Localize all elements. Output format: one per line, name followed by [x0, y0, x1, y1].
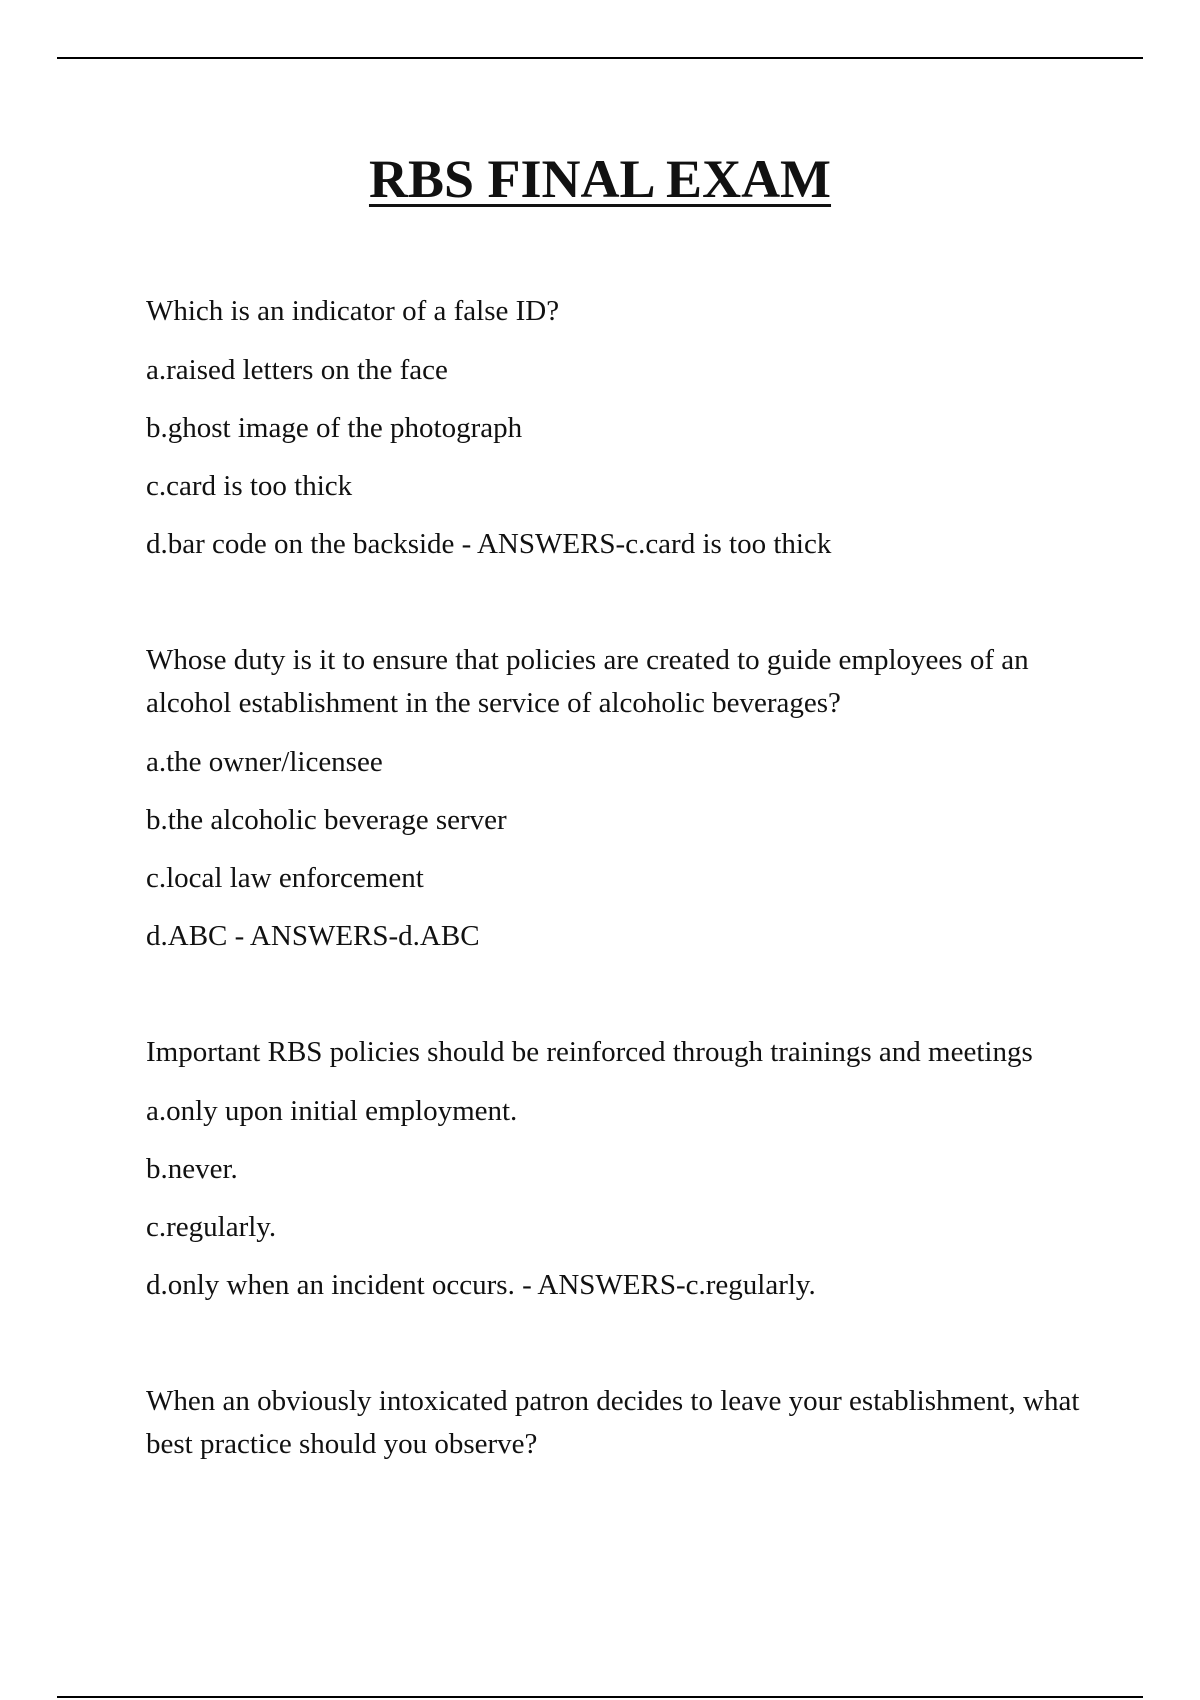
option-c: c.regularly.: [146, 1211, 277, 1243]
question-block-4: [146, 1380, 1086, 1466]
option-b: b.never.: [146, 1153, 238, 1185]
option-c: c.card is too thick: [146, 470, 353, 502]
option-a: a.the owner/licensee: [146, 746, 383, 778]
question-block-2: [146, 639, 1086, 958]
document-title: RBS FINAL EXAM: [368, 149, 832, 209]
question-block-3: [146, 1031, 1086, 1307]
question-text: Whose duty is it to ensure that policies are created to guide employees of an alcohol establishment in the service of alcoholic beverages?: [146, 644, 1029, 719]
bottom-divider: [57, 1696, 1143, 1698]
option-b: b.the alcoholic beverage server: [146, 804, 507, 836]
exam-content: [146, 290, 1086, 1482]
option-d-with-answer: d.bar code on the backside - ANSWERS-c.card is too thick: [146, 528, 832, 560]
top-divider: [57, 57, 1143, 59]
option-d-with-answer: d.ABC - ANSWERS-d.ABC: [146, 920, 480, 952]
option-b: b.ghost image of the photograph: [146, 412, 523, 444]
option-a: a.only upon initial employment.: [146, 1095, 518, 1127]
question-block-1: [146, 290, 1086, 566]
option-d-with-answer: d.only when an incident occurs. - ANSWERS-c.regularly.: [146, 1269, 816, 1301]
option-c: c.local law enforcement: [146, 862, 424, 894]
question-text: When an obviously intoxicated patron decides to leave your establishment, what best practice should you observe?: [146, 1385, 1080, 1460]
question-text: Important RBS policies should be reinforced through trainings and meetings: [146, 1036, 1033, 1068]
option-a: a.raised letters on the face: [146, 354, 448, 386]
question-text: Which is an indicator of a false ID?: [146, 295, 560, 327]
